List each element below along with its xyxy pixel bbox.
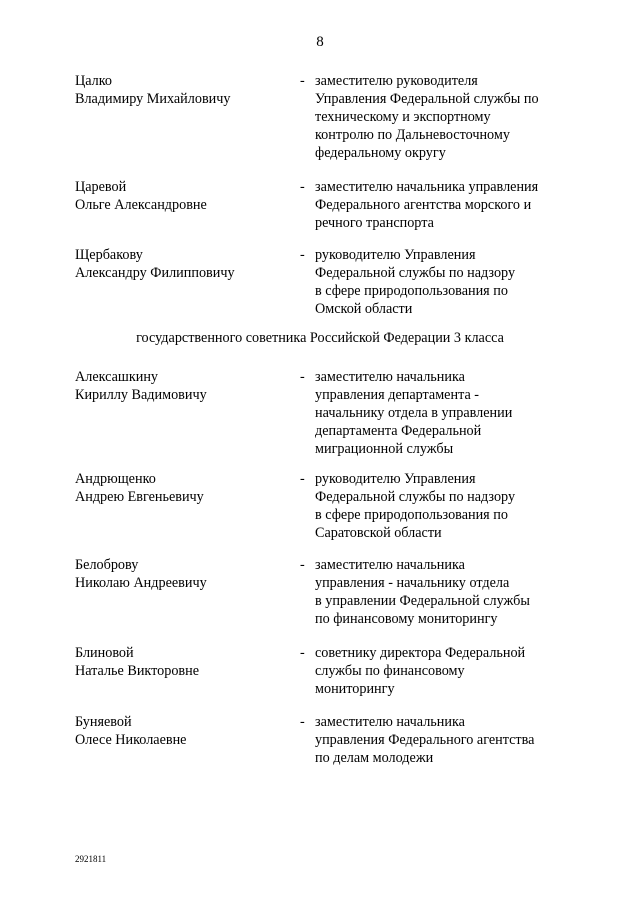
person-surname: Андрющенко bbox=[75, 471, 156, 487]
person-first-names: Наталье Викторовне bbox=[75, 663, 200, 679]
person-first-names: Андрею Евгеньевичу bbox=[75, 489, 204, 505]
position-line: управления департамента - bbox=[315, 387, 480, 403]
position-line: службы по финансовому bbox=[315, 663, 465, 679]
position-line: по делам молодежи bbox=[315, 750, 434, 766]
entry-dash: - bbox=[300, 179, 305, 195]
position-line: заместителю начальника управления bbox=[315, 179, 539, 195]
position-line: Федерального агентства морского и bbox=[315, 197, 532, 213]
position-line: советнику директора Федеральной bbox=[315, 645, 526, 661]
position-line: заместителю начальника bbox=[315, 714, 465, 730]
position-line: заместителю руководителя bbox=[315, 73, 478, 89]
document-code: 2921811 bbox=[75, 854, 107, 864]
person-first-names: Александру Филипповичу bbox=[75, 265, 235, 281]
person-position bbox=[315, 72, 575, 162]
person-position bbox=[315, 246, 575, 318]
position-line: руководителю Управления bbox=[315, 471, 476, 487]
entry-dash: - bbox=[300, 557, 305, 573]
person-surname: Белоброву bbox=[75, 557, 139, 573]
person-first-names: Олесе Николаевне bbox=[75, 732, 187, 748]
entry-dash: - bbox=[300, 714, 305, 730]
person-position bbox=[315, 713, 575, 767]
position-line: руководителю Управления bbox=[315, 247, 476, 263]
person-first-names: Владимиру Михайловичу bbox=[75, 91, 231, 107]
person-surname: Царевой bbox=[75, 179, 127, 195]
position-line: федеральному округу bbox=[315, 145, 446, 161]
person-surname: Алексашкину bbox=[75, 369, 159, 385]
position-line: в сфере природопользования по bbox=[315, 283, 508, 299]
position-line: департамента Федеральной bbox=[315, 423, 482, 439]
person-name bbox=[75, 178, 295, 214]
person-first-names: Кириллу Вадимовичу bbox=[75, 387, 207, 403]
person-first-names: Ольге Александровне bbox=[75, 197, 207, 213]
person-name bbox=[75, 246, 295, 282]
person-surname: Цалко bbox=[75, 73, 113, 89]
person-name bbox=[75, 72, 295, 108]
person-name bbox=[75, 470, 295, 506]
entry-dash: - bbox=[300, 73, 305, 89]
position-line: Федеральной службы по надзору bbox=[315, 265, 516, 281]
entry-dash: - bbox=[300, 471, 305, 487]
person-name bbox=[75, 713, 295, 749]
position-line: мониторингу bbox=[315, 681, 395, 697]
entry-dash: - bbox=[300, 369, 305, 385]
person-position bbox=[315, 470, 575, 542]
position-line: Омской области bbox=[315, 301, 413, 317]
person-position bbox=[315, 178, 575, 232]
person-surname: Блиновой bbox=[75, 645, 134, 661]
position-line: техническому и экспортному bbox=[315, 109, 491, 125]
position-line: в управлении Федеральной службы bbox=[315, 593, 530, 609]
position-line: Федеральной службы по надзору bbox=[315, 489, 516, 505]
position-line: контролю по Дальневосточному bbox=[315, 127, 510, 143]
person-surname: Буняевой bbox=[75, 714, 132, 730]
section-heading: государственного советника Российской Федерации 3 класса bbox=[136, 330, 504, 346]
position-line: миграционной службы bbox=[315, 441, 454, 457]
position-line: Саратовской области bbox=[315, 525, 442, 541]
position-line: заместителю начальника bbox=[315, 557, 465, 573]
position-line: речного транспорта bbox=[315, 215, 434, 231]
position-line: в сфере природопользования по bbox=[315, 507, 508, 523]
entry-dash: - bbox=[300, 247, 305, 263]
person-position bbox=[315, 556, 575, 628]
person-name bbox=[75, 644, 295, 680]
page-number: 8 bbox=[316, 34, 324, 50]
position-line: начальнику отдела в управлении bbox=[315, 405, 513, 421]
position-line: заместителю начальника bbox=[315, 369, 465, 385]
person-first-names: Николаю Андреевичу bbox=[75, 575, 207, 591]
position-line: Управления Федеральной службы по bbox=[315, 91, 539, 107]
position-line: управления Федерального агентства bbox=[315, 732, 535, 748]
person-position bbox=[315, 644, 575, 698]
entry-dash: - bbox=[300, 645, 305, 661]
person-name bbox=[75, 368, 295, 404]
person-surname: Щербакову bbox=[75, 247, 143, 263]
person-name bbox=[75, 556, 295, 592]
person-position bbox=[315, 368, 575, 458]
position-line: управления - начальнику отдела bbox=[315, 575, 510, 591]
position-line: по финансовому мониторингу bbox=[315, 611, 498, 627]
